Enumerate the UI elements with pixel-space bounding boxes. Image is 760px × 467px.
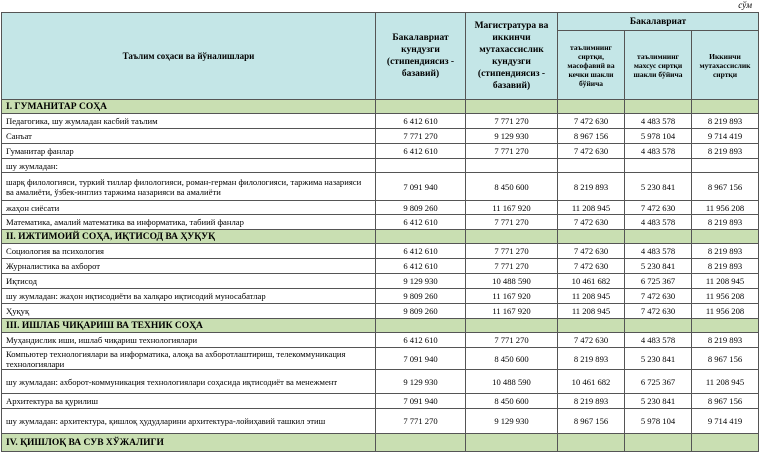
section-row <box>2 100 759 114</box>
section-row <box>2 230 759 244</box>
fee-value-cell: 9 714 419 <box>692 129 759 144</box>
fee-value-cell: 8 219 893 <box>558 394 625 409</box>
fee-value-cell: 8 219 893 <box>558 348 625 370</box>
table-row <box>2 114 759 129</box>
fee-value-cell: 7 771 270 <box>466 244 558 259</box>
fee-value-cell: 9 129 930 <box>466 129 558 144</box>
fee-value-cell: 7 472 630 <box>558 244 625 259</box>
fee-value-cell: 5 978 104 <box>625 409 692 434</box>
table-row <box>2 289 759 304</box>
fee-value-cell: 8 219 893 <box>692 244 759 259</box>
table-row <box>2 370 759 394</box>
fee-value-cell: 9 129 930 <box>376 370 466 394</box>
table-row <box>2 244 759 259</box>
header-bachelor-day: Бакалавриат кундузги (стипендиясиз - базавий) <box>376 13 466 100</box>
section-empty-cell <box>558 100 625 114</box>
table-row <box>2 129 759 144</box>
header-bachelor-group: Бакалавриат <box>558 13 759 31</box>
fee-value-cell: 7 091 940 <box>376 348 466 370</box>
field-name-cell: Муҳандислик иши, ишлаб чиқариш технологиялари <box>2 333 376 348</box>
fee-value-cell: 5 978 104 <box>625 129 692 144</box>
fee-value-cell: 7 771 270 <box>466 333 558 348</box>
section-empty-cell <box>466 434 558 452</box>
fee-value-cell: 8 967 156 <box>692 394 759 409</box>
fee-value-cell: 6 412 610 <box>376 333 466 348</box>
fee-value-cell: 8 450 600 <box>466 348 558 370</box>
field-name-cell: Архитектура ва қурилиш <box>2 394 376 409</box>
fee-value-cell: 7 771 270 <box>466 114 558 129</box>
fee-value-cell <box>558 159 625 173</box>
field-name-cell: шарқ филологияси, туркий тиллар филологияси, роман-герман филологияси, таржима назарияси ва амалиёти, ўзбек-инглиз таржима назарияси ва амалиёти <box>2 173 376 201</box>
section-empty-cell <box>692 319 759 333</box>
field-name-cell: Иқтисод <box>2 274 376 289</box>
section-empty-cell <box>625 230 692 244</box>
fee-value-cell: 6 412 610 <box>376 114 466 129</box>
section-empty-cell <box>558 230 625 244</box>
fee-value-cell: 9 809 260 <box>376 201 466 215</box>
table-row <box>2 201 759 215</box>
fee-value-cell: 7 472 630 <box>558 144 625 159</box>
section-empty-cell <box>558 319 625 333</box>
header-sub-special: таълимнинг махсус сиртқи шакли бўйича <box>625 31 692 100</box>
field-name-cell: шу жумладан: ахборот-коммуникация технологиялари соҳасида иқтисодиёт ва менежмент <box>2 370 376 394</box>
field-name-cell: шу жумладан: <box>2 159 376 173</box>
section-empty-cell <box>466 230 558 244</box>
section-row <box>2 319 759 333</box>
section-empty-cell <box>376 230 466 244</box>
fee-value-cell: 4 483 578 <box>625 114 692 129</box>
section-empty-cell <box>625 434 692 452</box>
fee-value-cell: 7 472 630 <box>625 304 692 319</box>
fee-value-cell: 11 208 945 <box>558 289 625 304</box>
fee-value-cell: 10 488 590 <box>466 370 558 394</box>
fee-value-cell: 8 219 893 <box>558 173 625 201</box>
fee-value-cell: 9 809 260 <box>376 304 466 319</box>
fee-value-cell: 10 461 682 <box>558 370 625 394</box>
fee-value-cell: 9 129 930 <box>376 274 466 289</box>
field-name-cell: Санъат <box>2 129 376 144</box>
fee-value-cell: 4 483 578 <box>625 215 692 230</box>
fee-value-cell: 7 771 270 <box>466 144 558 159</box>
table-row <box>2 215 759 230</box>
section-empty-cell <box>692 434 759 452</box>
fee-value-cell: 8 967 156 <box>558 129 625 144</box>
section-empty-cell <box>466 319 558 333</box>
header-sub-second: Иккинчи мутахассислик сиртқи <box>692 31 759 100</box>
table-row <box>2 409 759 434</box>
field-name-cell: Гуманитар фанлар <box>2 144 376 159</box>
fee-value-cell: 11 167 920 <box>466 289 558 304</box>
section-empty-cell <box>692 230 759 244</box>
section-title: II. ИЖТИМОИЙ СОҲА, ИҚТИСОД ВА ҲУҚУҚ <box>2 230 376 244</box>
fee-value-cell: 4 483 578 <box>625 244 692 259</box>
fee-value-cell: 8 450 600 <box>466 394 558 409</box>
fee-value-cell: 11 956 208 <box>692 289 759 304</box>
fee-value-cell: 9 809 260 <box>376 289 466 304</box>
fee-value-cell: 11 956 208 <box>692 201 759 215</box>
fee-value-cell: 5 230 841 <box>625 348 692 370</box>
fee-value-cell: 9 129 930 <box>466 409 558 434</box>
fee-value-cell <box>692 159 759 173</box>
fee-value-cell: 8 450 600 <box>466 173 558 201</box>
field-name-cell: Компьютер технологиялари ва информатика, алоқа ва ахборотлаштириш, телекоммуникация технологиялари <box>2 348 376 370</box>
fee-value-cell: 6 412 610 <box>376 244 466 259</box>
header-field: Таълим соҳаси ва йўналишлари <box>2 13 376 100</box>
header-sub-correspondence: таълимнинг сиртқи, масофавий ва кечки шакли бўйича <box>558 31 625 100</box>
field-name-cell: Ҳуқуқ <box>2 304 376 319</box>
fee-value-cell: 7 472 630 <box>558 215 625 230</box>
fee-value-cell: 7 771 270 <box>376 129 466 144</box>
field-name-cell: Социология ва психология <box>2 244 376 259</box>
currency-unit: сўм <box>738 0 752 10</box>
section-title: IV. ҚИШЛОҚ ВА СУВ ХЎЖАЛИГИ <box>2 434 376 452</box>
fee-value-cell: 10 461 682 <box>558 274 625 289</box>
fee-value-cell <box>625 159 692 173</box>
fee-value-cell: 7 472 630 <box>625 289 692 304</box>
fee-value-cell: 8 219 893 <box>692 114 759 129</box>
fee-value-cell: 11 208 945 <box>692 274 759 289</box>
table-row <box>2 259 759 274</box>
fee-value-cell <box>376 159 466 173</box>
tuition-fees-table <box>1 12 759 452</box>
table-row <box>2 274 759 289</box>
fee-value-cell: 8 967 156 <box>558 409 625 434</box>
fee-value-cell: 7 771 270 <box>466 215 558 230</box>
fee-value-cell: 11 167 920 <box>466 201 558 215</box>
fee-value-cell: 4 483 578 <box>625 144 692 159</box>
table-row <box>2 144 759 159</box>
field-name-cell: шу жумладан: архитектура, қишлоқ ҳудудларини архитектура-лойиҳавий ташкил этиш <box>2 409 376 434</box>
table-row <box>2 394 759 409</box>
table-row <box>2 348 759 370</box>
fee-value-cell: 10 488 590 <box>466 274 558 289</box>
fee-value-cell: 11 208 945 <box>558 304 625 319</box>
table-row <box>2 304 759 319</box>
field-name-cell: Математика, амалий математика ва информатика, табиий фанлар <box>2 215 376 230</box>
fee-value-cell: 7 771 270 <box>376 409 466 434</box>
fee-value-cell: 7 472 630 <box>558 259 625 274</box>
fee-value-cell: 6 412 610 <box>376 144 466 159</box>
fee-value-cell: 6 412 610 <box>376 259 466 274</box>
field-name-cell: Педагогика, шу жумладан касбий таълим <box>2 114 376 129</box>
table-row <box>2 333 759 348</box>
fee-value-cell: 6 725 367 <box>625 370 692 394</box>
fee-value-cell: 5 230 841 <box>625 394 692 409</box>
section-empty-cell <box>692 100 759 114</box>
section-empty-cell <box>466 100 558 114</box>
section-empty-cell <box>376 319 466 333</box>
fee-value-cell: 11 208 945 <box>692 370 759 394</box>
fee-value-cell: 7 771 270 <box>466 259 558 274</box>
fee-value-cell: 7 472 630 <box>558 333 625 348</box>
fee-value-cell: 11 167 920 <box>466 304 558 319</box>
field-name-cell: Журналистика ва ахборот <box>2 259 376 274</box>
field-name-cell: жаҳон сиёсати <box>2 201 376 215</box>
fee-value-cell: 4 483 578 <box>625 333 692 348</box>
section-title: III. ИШЛАБ ЧИҚАРИШ ВА ТЕХНИК СОҲА <box>2 319 376 333</box>
section-row <box>2 434 759 452</box>
fee-value-cell: 8 219 893 <box>692 215 759 230</box>
section-empty-cell <box>558 434 625 452</box>
fee-value-cell: 8 219 893 <box>692 333 759 348</box>
fee-value-cell: 6 725 367 <box>625 274 692 289</box>
header-master: Магистратура ва иккинчи мутахассислик кундузги (стипендиясиз - базавий) <box>466 13 558 100</box>
fee-value-cell: 11 956 208 <box>692 304 759 319</box>
fee-value-cell: 5 230 841 <box>625 259 692 274</box>
section-empty-cell <box>376 434 466 452</box>
section-empty-cell <box>625 319 692 333</box>
fee-value-cell: 11 208 945 <box>558 201 625 215</box>
fee-value-cell: 7 472 630 <box>625 201 692 215</box>
section-empty-cell <box>376 100 466 114</box>
fee-value-cell <box>466 159 558 173</box>
fee-value-cell: 7 472 630 <box>558 114 625 129</box>
fee-value-cell: 5 230 841 <box>625 173 692 201</box>
fee-value-cell: 9 714 419 <box>692 409 759 434</box>
section-empty-cell <box>625 100 692 114</box>
fee-value-cell: 8 219 893 <box>692 259 759 274</box>
table-row <box>2 173 759 201</box>
fee-value-cell: 7 091 940 <box>376 394 466 409</box>
fee-value-cell: 6 412 610 <box>376 215 466 230</box>
fee-value-cell: 7 091 940 <box>376 173 466 201</box>
fee-value-cell: 8 967 156 <box>692 173 759 201</box>
fee-value-cell: 8 967 156 <box>692 348 759 370</box>
table-row <box>2 159 759 173</box>
field-name-cell: шу жумладан: жаҳон иқтисодиёти ва халқаро иқтисодий муносабатлар <box>2 289 376 304</box>
section-title: I. ГУМАНИТАР СОҲА <box>2 100 376 114</box>
fee-value-cell: 8 219 893 <box>692 144 759 159</box>
